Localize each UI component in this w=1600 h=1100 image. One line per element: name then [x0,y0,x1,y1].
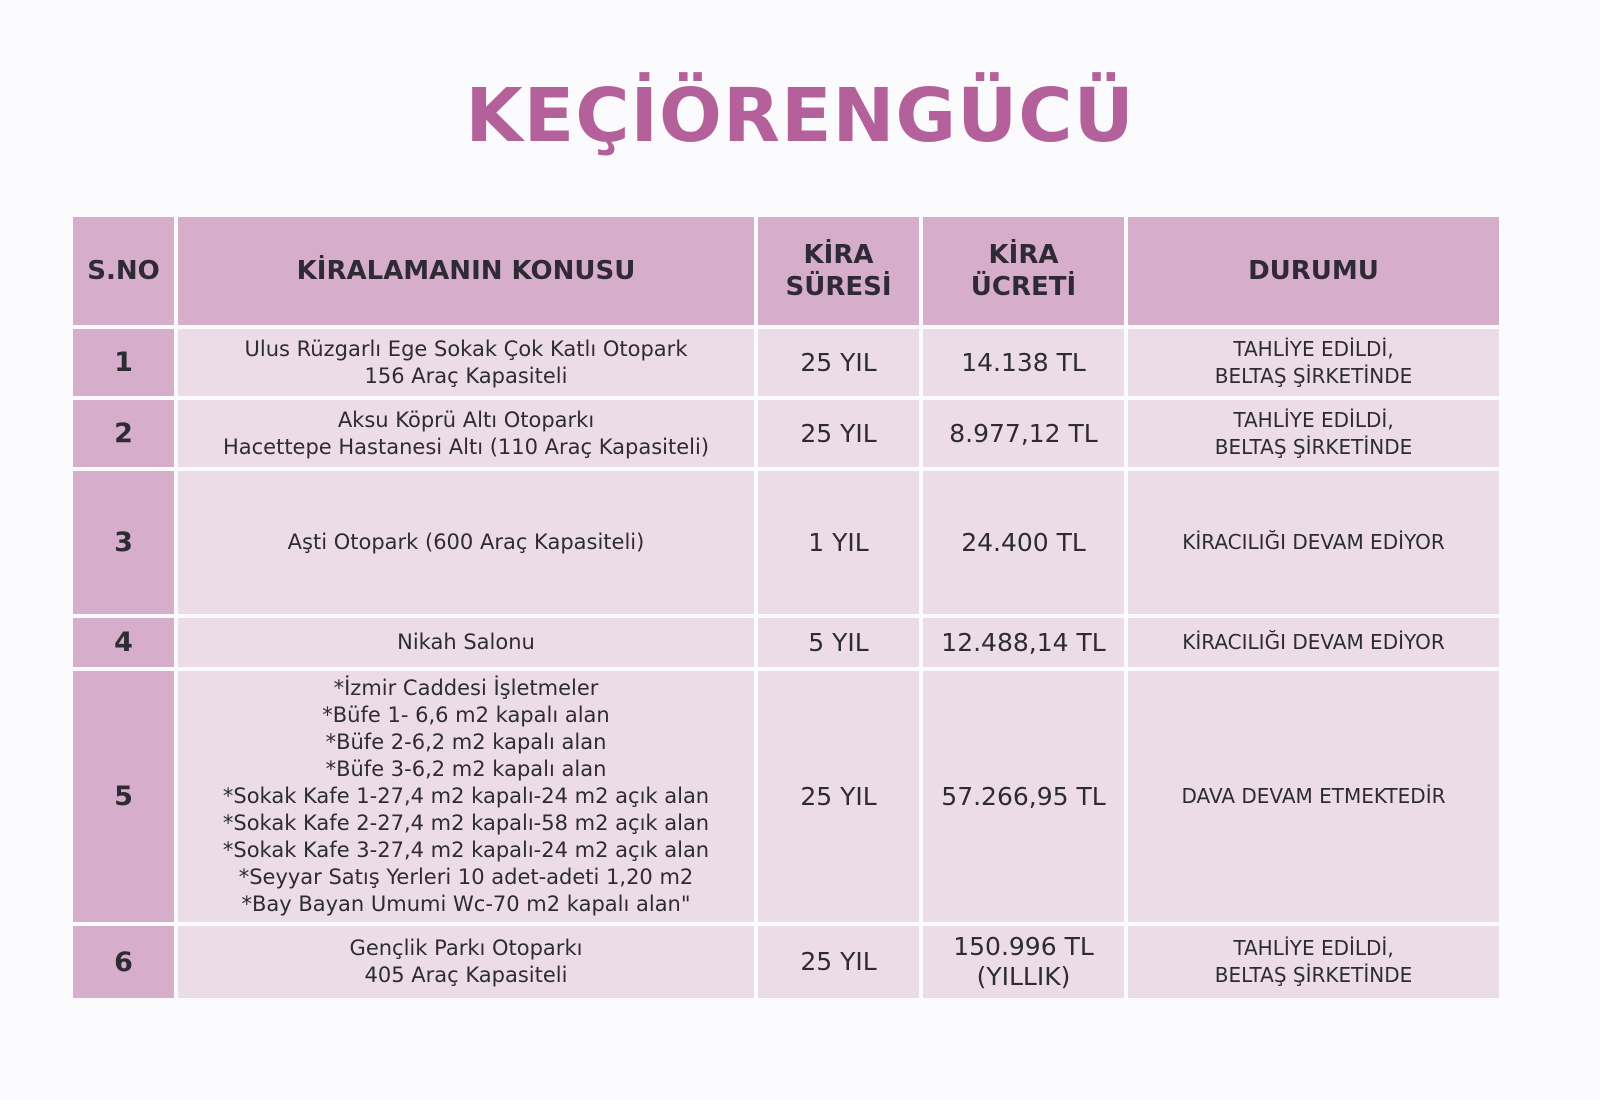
subject-line: *İzmir Caddesi İşletmeler [333,676,599,700]
subject-line: *Büfe 2-6,2 m2 kapalı alan [325,730,607,754]
header-status: DURUMU [1128,217,1499,325]
fee-line: 150.996 TL [953,932,1094,961]
subject-line: *Sokak Kafe 2-27,4 m2 kapalı-58 m2 açık alan [222,811,710,835]
cell-status [1128,618,1499,667]
cell-subject [178,618,754,667]
status-line: TAHLİYE EDİLDİ, [1233,336,1394,361]
cell-fee [923,926,1124,998]
table-row [73,926,1499,998]
status-line: BELTAŞ ŞİRKETİNDE [1214,963,1413,987]
cell-sno: 1 [73,329,174,396]
status-line: BELTAŞ ŞİRKETİNDE [1214,434,1413,459]
cell-fee [923,329,1124,396]
cell-status [1128,671,1499,922]
header-fee-line2: ÜCRETİ [970,272,1077,302]
cell-sno: 3 [73,471,174,614]
status-line: TAHLİYE EDİLDİ, [1233,407,1394,432]
subject-line: *Bay Bayan Umumi Wc-70 m2 kapalı alan" [241,892,691,916]
subject-line: Hacettepe Hastanesi Altı (110 Araç Kapasiteli) [222,434,710,459]
subject-line: *Büfe 1- 6,6 m2 kapalı alan [322,703,610,727]
status-line: BELTAŞ ŞİRKETİNDE [1214,363,1413,388]
cell-sno: 6 [73,926,174,998]
cell-duration: 25 YIL [758,671,919,922]
header-duration [758,217,919,325]
subject-line: *Sokak Kafe 3-27,4 m2 kapalı-24 m2 açık alan [222,838,710,862]
cell-subject [178,471,754,614]
status-line: KİRACILIĞI DEVAM EDİYOR [1182,630,1445,654]
page-title: KEÇİÖRENGÜCÜ [465,73,1135,159]
subject-line: 405 Araç Kapasiteli [364,963,568,987]
table-row [73,671,1499,922]
subject-line: Ulus Rüzgarlı Ege Sokak Çok Katlı Otopark [244,336,688,361]
cell-fee [923,671,1124,922]
fee-line: 8.977,12 TL [949,418,1098,448]
cell-duration: 1 YIL [758,471,919,614]
cell-fee [923,471,1124,614]
cell-duration: 5 YIL [758,618,919,667]
cell-status [1128,471,1499,614]
fee-line: 57.266,95 TL [941,781,1106,811]
status-line: TAHLİYE EDİLDİ, [1233,936,1394,960]
subject-line: *Sokak Kafe 1-27,4 m2 kapalı-24 m2 açık alan [222,784,710,808]
cell-sno: 5 [73,671,174,922]
header-fee [923,217,1124,325]
fee-line: 24.400 TL [961,527,1086,557]
fee-line: (YILLIK) [976,962,1071,991]
header-fee-line1: KİRA [988,240,1059,270]
subject-line: Aşti Otopark (600 Araç Kapasiteli) [287,530,645,554]
header-duration-line2: SÜRESİ [785,272,892,302]
cell-subject [178,400,754,467]
header-duration-line1: KİRA [803,240,874,270]
header-sno: S.NO [73,217,174,325]
cell-status [1128,329,1499,396]
subject-line: Gençlik Parkı Otoparkı [349,936,583,960]
cell-sno: 4 [73,618,174,667]
subject-line: Aksu Köprü Altı Otoparkı [337,407,595,432]
subject-line: Nikah Salonu [397,630,535,654]
cell-subject [178,671,754,922]
subject-line: 156 Araç Kapasiteli [364,363,568,388]
table-row [73,400,1499,467]
cell-subject [178,926,754,998]
rental-table [69,213,1503,1002]
status-line: DAVA DEVAM ETMEKTEDİR [1181,784,1446,808]
table-row [73,471,1499,614]
cell-fee [923,618,1124,667]
header-subject: KİRALAMANIN KONUSU [178,217,754,325]
cell-fee [923,400,1124,467]
cell-status [1128,926,1499,998]
cell-subject [178,329,754,396]
fee-line: 14.138 TL [961,347,1086,377]
table-row [73,329,1499,396]
cell-duration: 25 YIL [758,329,919,396]
table-row [73,618,1499,667]
cell-duration: 25 YIL [758,926,919,998]
status-line: KİRACILIĞI DEVAM EDİYOR [1182,530,1445,554]
fee-line: 12.488,14 TL [941,627,1106,657]
table-header-row [73,217,1499,325]
cell-status [1128,400,1499,467]
subject-line: *Seyyar Satış Yerleri 10 adet-adeti 1,20 m2 [238,865,694,889]
cell-duration: 25 YIL [758,400,919,467]
cell-sno: 2 [73,400,174,467]
subject-line: *Büfe 3-6,2 m2 kapalı alan [325,757,607,781]
table-body [73,329,1499,998]
